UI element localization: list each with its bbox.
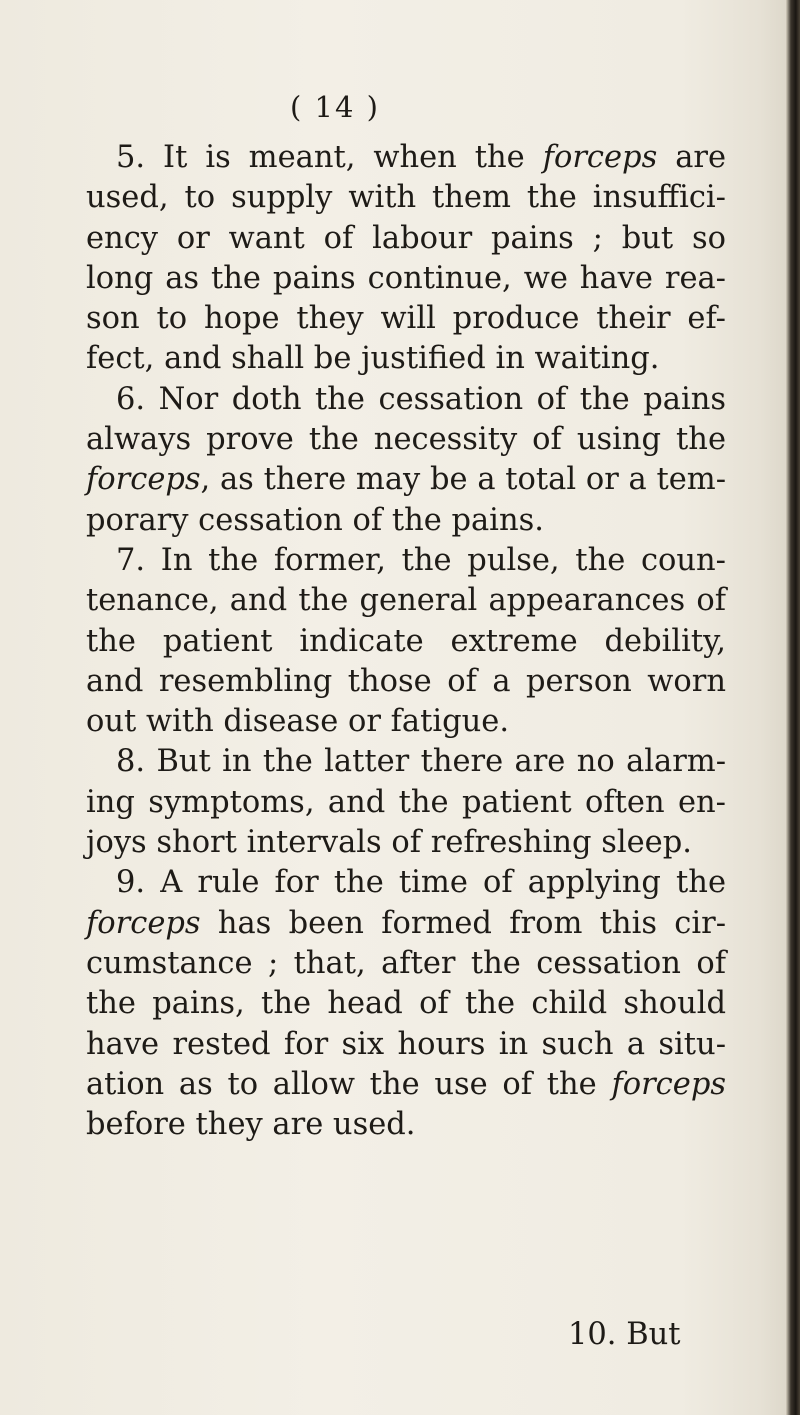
paragraph-6-line-3 — [86, 460, 726, 500]
catchword: 10. But — [568, 1317, 681, 1352]
paragraph-9-line-4: the pains, the head of the child should — [86, 986, 726, 1022]
paragraph-9-line-6 — [86, 1065, 726, 1105]
italic-term: forceps — [86, 905, 201, 941]
paragraph-9-line-2 — [86, 904, 726, 944]
paragraph-5-line-1 — [86, 138, 726, 178]
paragraph-5-line-4: long as the pains continue, we have rea- — [86, 260, 726, 296]
paragraph-7-line-4: and resembling those of a person worn — [86, 663, 726, 699]
text-run: , as there may be a total or a tem- — [200, 462, 726, 498]
paragraph-8-line-3: joys short intervals of refreshing sleep. — [86, 825, 692, 861]
paragraph-9-line-1: 9. A rule for the time of applying the — [116, 865, 726, 901]
paragraph-7-line-1: 7. In the former, the pulse, the coun- — [116, 542, 726, 578]
italic-term: forceps — [611, 1066, 726, 1102]
paragraph-5-line-3: ency or want of labour pains ; but so — [86, 220, 726, 256]
paragraph-7-line-5: out with disease or fatigue. — [86, 704, 510, 740]
paragraph-9-line-7: before they are used. — [86, 1107, 416, 1143]
paragraph-6-line-4: porary cessation of the pains. — [86, 502, 544, 538]
paragraph-8-line-2: ing symptoms, and the patient often en- — [86, 784, 726, 820]
paragraph-5-line-2: used, to supply with them the insuffici- — [86, 180, 726, 216]
text-run: 5. It is meant, when the — [116, 140, 543, 175]
paragraph-5-line-5: son to hope they will produce their ef- — [86, 301, 726, 337]
paragraph-9-line-3: cumstance ; that, after the cessation of — [86, 945, 726, 981]
text-run: are — [657, 140, 727, 175]
paragraph-9-line-5: have rested for six hours in such a situ- — [86, 1026, 726, 1062]
page-number: ( 14 ) — [290, 90, 380, 124]
paragraph-6-line-2: always prove the necessity of using the — [86, 422, 726, 458]
body-text — [86, 138, 726, 1145]
italic-term: forceps — [542, 140, 658, 175]
paragraph-7-line-2: tenance, and the general appearances of — [86, 583, 726, 619]
italic-term: forceps — [86, 462, 201, 498]
paragraph-6-line-1: 6. Nor doth the cessation of the pains — [116, 381, 726, 417]
paragraph-7-line-3: the patient indicate extreme debility, — [86, 623, 726, 659]
paragraph-5-line-6: fect, and shall be justified in waiting. — [86, 341, 660, 377]
paragraph-8-line-1: 8. But in the latter there are no alarm- — [116, 744, 726, 780]
text-run: ation as to allow the use of the — [86, 1066, 612, 1102]
text-run: has been formed from this cir- — [200, 905, 726, 941]
page-edge — [786, 0, 800, 1415]
